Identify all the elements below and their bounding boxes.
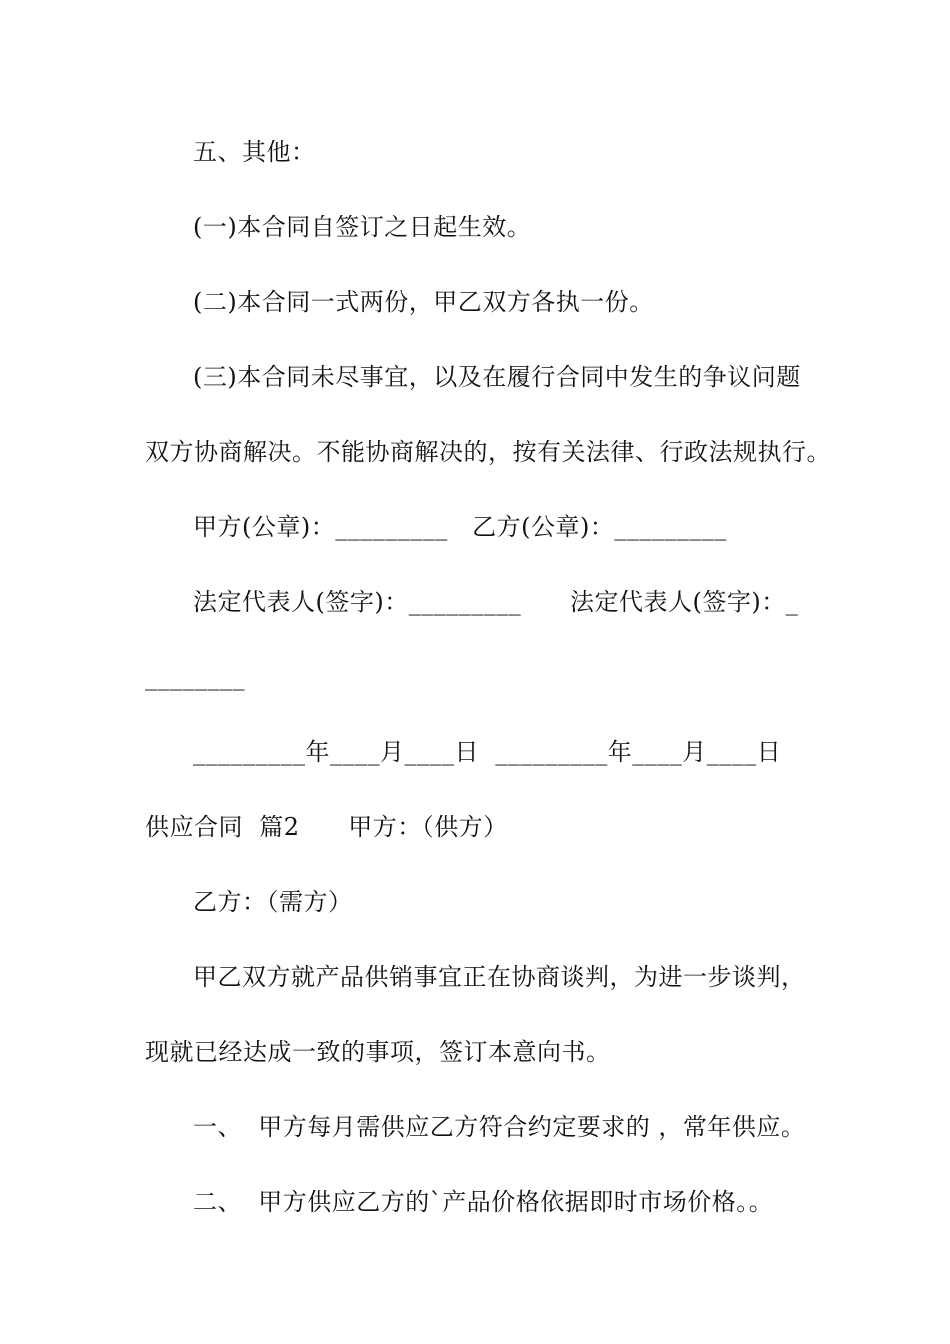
clause-disputes-line-2: 双方协商解决。不能协商解决的，按有关法律、行政法规执行。: [145, 438, 831, 466]
section-heading-other: 五、其他：: [193, 138, 316, 166]
party-b-line: 乙方：（需方）: [193, 888, 353, 916]
signature-representative-line: 法定代表人(签字)：_________ 法定代表人(签字)：_: [193, 588, 799, 616]
intro-line-1: 甲乙双方就产品供销事宜正在协商谈判，为进一步谈判，: [193, 963, 806, 991]
item-two: 二、 甲方供应乙方的`产品价格依据即时市场价格。。: [193, 1188, 774, 1216]
contract-2-heading: 供应合同 篇2 甲方：（供方）: [145, 813, 508, 841]
signature-date-line: _________年____月____日 _________年____月____日: [193, 738, 782, 766]
clause-disputes-line-1: (三)本合同未尽事宜，以及在履行合同中发生的争议问题: [193, 363, 801, 391]
clause-copies: (二)本合同一式两份，甲乙双方各执一份。: [193, 288, 654, 316]
signature-seal-line: 甲方(公章)：_________ 乙方(公章)：_________: [193, 513, 727, 541]
intro-line-2: 现就已经达成一致的事项，签订本意向书。: [145, 1038, 611, 1066]
signature-blank-continuation: ________: [145, 663, 245, 691]
clause-effective-date: (一)本合同自签订之日起生效。: [193, 213, 532, 241]
item-one: 一、 甲方每月需供应乙方符合约定要求的 ，常年供应。: [193, 1113, 806, 1141]
